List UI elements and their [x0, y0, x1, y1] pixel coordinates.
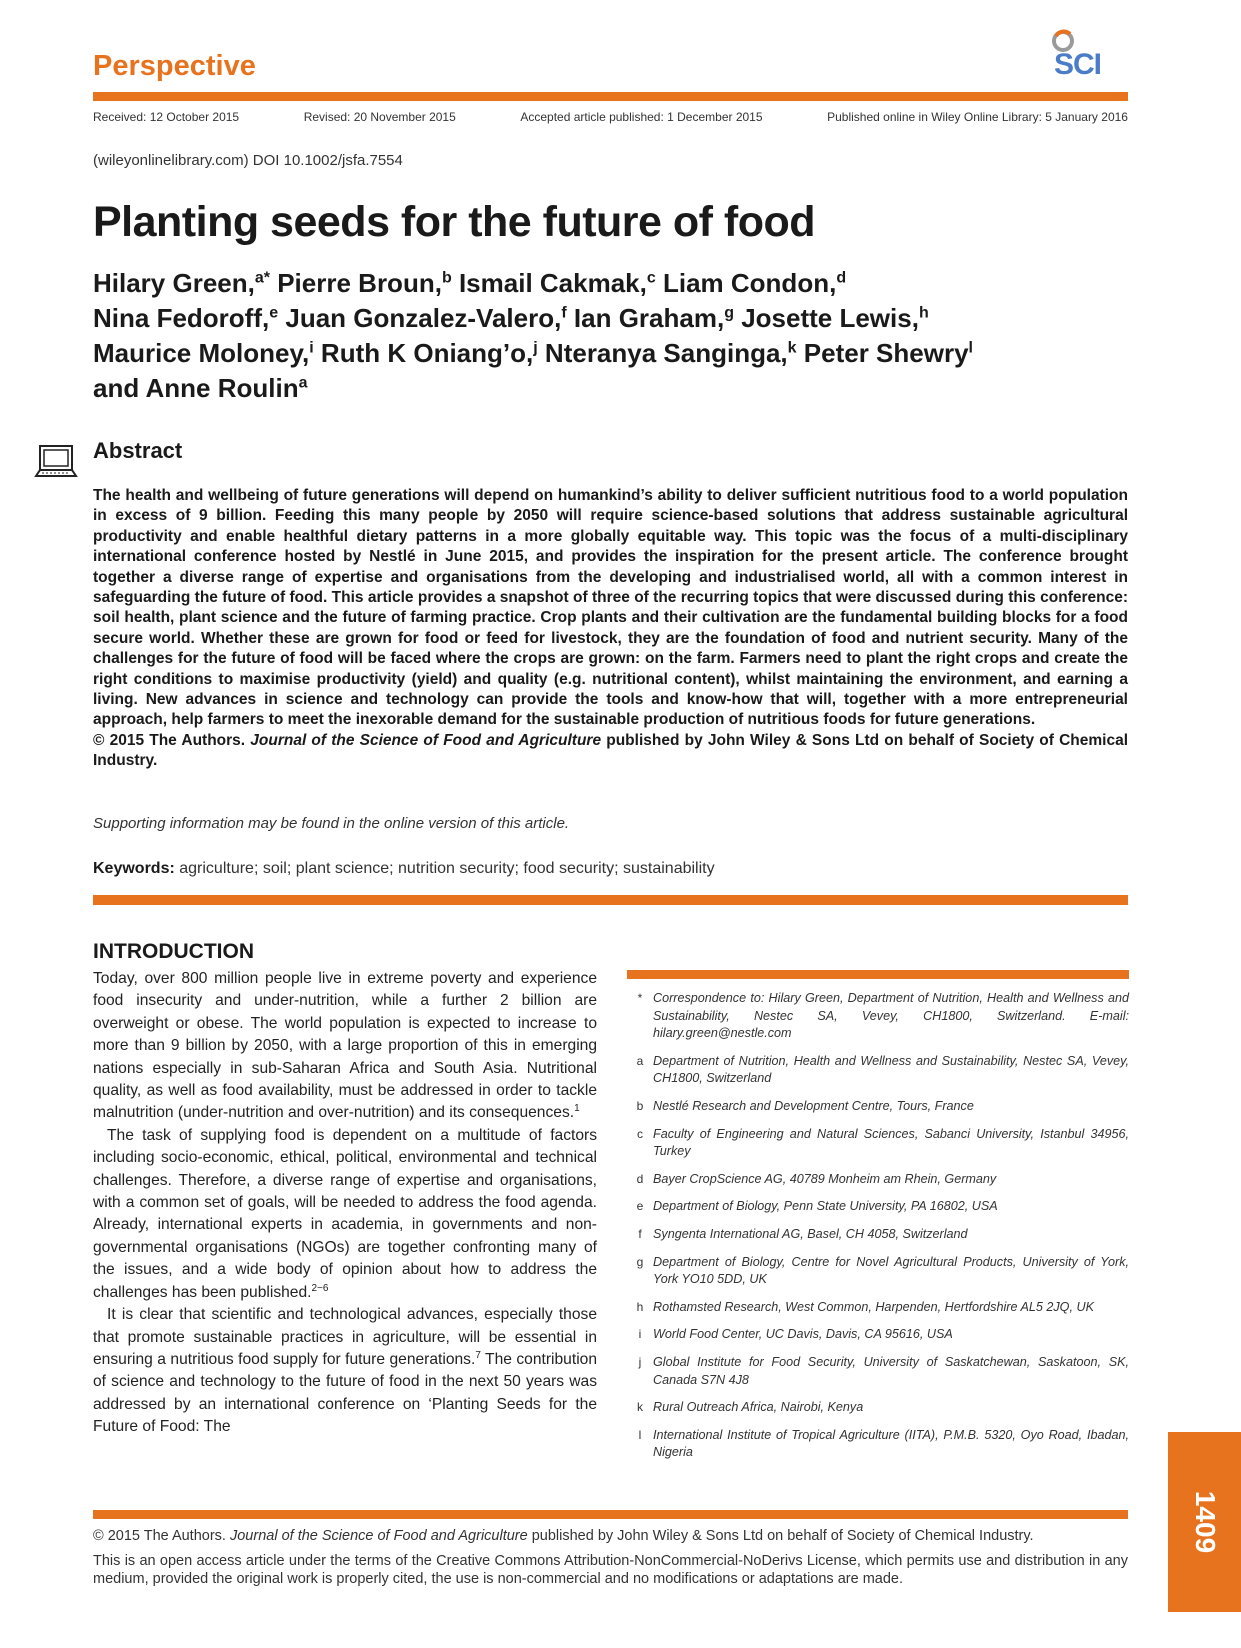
supporting-info-note: Supporting information may be found in the online version of this article. — [93, 815, 570, 832]
article-title: Planting seeds for the future of food — [93, 198, 816, 246]
introduction-body — [93, 968, 597, 1439]
author: Josette Lewis,$^h$ — [741, 303, 929, 333]
affiliation-item: f Syngenta International AG, Basel, CH 4058, Switzerland — [638, 1226, 968, 1241]
publication-dates — [93, 110, 1128, 124]
author: Pierre Broun,$^b$ — [277, 268, 452, 298]
affiliation-item: b Nestlé Research and Development Centre, Tours, France — [636, 1098, 974, 1113]
section-label: Perspective — [93, 50, 256, 82]
affiliation-item: c Faculty of Engineering and Natural Sciences, Sabanci University, Istanbul 34956, Turkey — [637, 1126, 1129, 1159]
affiliation-item: i World Food Center, UC Davis, Davis, CA 95616, USA — [638, 1327, 953, 1342]
affiliation-item: a Department of Nutrition, Health and Wellness and Sustainability, Nestec SA, Vevey, CH1800, Switzerland — [636, 1053, 1129, 1086]
author: Nteranya Sanginga,$^k$ — [544, 338, 797, 368]
affiliation-item: * Correspondence to: Hilary Green, Department of Nutrition, Health and Wellness and Sustainability, Nestec SA, Vevey, CH1800, Switzerland. E-mail: hilary.green@nestle.com — [637, 991, 1129, 1041]
affiliations-rule — [627, 970, 1129, 979]
abstract-text: The health and wellbeing of future generations will depend on humankind’s ability to deliver sufficient nutritious food to a world population in excess of 9 billion. Feeding this many people by 2050 will require science-based solutions that address sustainable agricultural productivity and enable healthful dietary patterns in a more globally equitable way. This topic was the focus of a multi-disciplinary international conference hosted by Nestlé in June 2015, and provides the inspiration for the present article. The conference brought together a diverse range of expertise and organisations from the developing and industrialised world, all with a common interest in safeguarding the future of food. This article provides a snapshot of three of the recurring topics that were discussed during this conference: soil health, plant science and the future of farming practice. Crop plants and their cultivation are the fundamental building blocks for a food secure world. Whether these are grown for food or feed for livestock, they are the foundation of food and nutrient security. Many of the challenges for the future of food will be faced where the crops are grown: on the farm. Farmers need to plant the right crops and create the right conditions to maximise productivity (yield) and quality (e.g. nutritional content), whilst maintaining the environment, and earning a living. New advances in science and technology can provide the tools and know-how that will, together with a more entrepreneurial approach, help farmers to meet the inexorable demand for the sustainable production of nutritious foods for future generations. — [93, 487, 1128, 729]
page-number: 1409 — [1189, 1490, 1221, 1554]
author: Hilary Green,$^{a*}$ — [93, 268, 270, 298]
affiliation-item: h Rothamsted Research, West Common, Harpenden, Hertfordshire AL5 2JQ, UK — [636, 1299, 1094, 1314]
abstract-body — [93, 486, 1128, 772]
top-rule — [93, 92, 1128, 101]
footer-license: This is an open access article under the terms of the Creative Commons Attribution-NonCommercial-NoDerivs License, which permits use and distribution in any medium, provided the original work is properly cited, the use is non-commercial and no modifications or adaptations are made. — [93, 1553, 1128, 1587]
citation[interactable]: 1 — [574, 1103, 580, 1115]
doi[interactable]: (wileyonlinelibrary.com) DOI 10.1002/jsfa.7554 — [93, 152, 403, 169]
author: and Anne Roulin$^a$ — [93, 373, 308, 403]
introduction-heading: INTRODUCTION — [93, 940, 254, 963]
author: Maurice Moloney,$^i$ — [93, 338, 314, 368]
abstract-heading: Abstract — [93, 438, 183, 463]
sci-logo-text: SCI — [1054, 48, 1102, 81]
author: Nina Fedoroff,$^e$ — [93, 303, 279, 333]
affiliation-item: d Bayer CropScience AG, 40789 Monheim am Rhein, Germany — [636, 1171, 997, 1186]
affiliation-item: e Department of Biology, Penn State University, PA 16802, USA — [636, 1199, 998, 1214]
author: Ruth K Oniang’o,$^j$ — [320, 338, 538, 368]
footer-copyright: © 2015 The Authors. Journal of the Science of Food and Agriculture published by John Wiley & Sons Ltd on behalf of Society of Chemical Industry. — [93, 1528, 1034, 1544]
affiliation-item: k Rural Outreach Africa, Nairobi, Kenya — [637, 1400, 864, 1415]
received-date: Received: 12 October 2015 — [93, 110, 240, 124]
author: Juan Gonzalez-Valero,$^f$ — [285, 303, 567, 333]
page-number-tab — [1168, 1432, 1241, 1612]
accepted-date: Accepted article published: 1 December 2015 — [520, 110, 763, 124]
author: Ian Graham,$^g$ — [573, 303, 734, 333]
author: Peter Shewry$^l$ — [803, 338, 973, 368]
affiliation-item: l International Institute of Tropical Agriculture (IITA), P.M.B. 5320, Oyo Road, Ibadan, Nigeria — [638, 1427, 1129, 1460]
keywords-label: Keywords: — [93, 860, 175, 877]
sci-logo — [1048, 28, 1128, 86]
author-list — [93, 266, 1143, 406]
affiliations-list — [627, 990, 1129, 1472]
paragraph: Today, over 800 million people live in extreme poverty and experience food insecurity and under-nutrition, while a further 2 billion are overweight or obese. The world population is expected to increase to more than 9 billion by 2050, with a large proportion of this in emerging nations especially in sub-Saharan Africa and South Asia. Nutritional quality, as well as food availability, must be addressed in order to tackle malnutrition (under-nutrition and over-nutrition) and its consequences.$^1$ — [93, 970, 597, 1122]
affiliation-item: j Global Institute for Food Security, University of Saskatchewan, Saskatoon, SK, Canada S7N 4J8 — [638, 1354, 1129, 1387]
revised-date: Revised: 20 November 2015 — [303, 110, 456, 124]
published-date: Published online in Wiley Online Library: 5 January 2016 — [827, 110, 1128, 124]
citation[interactable]: 2−6 — [311, 1282, 329, 1294]
citation[interactable]: 7 — [475, 1349, 481, 1361]
affiliation-item: g Department of Biology, Centre for Novel Agricultural Products, University of York, York YO10 5DD, UK — [636, 1254, 1129, 1287]
paragraph: The task of supplying food is dependent on a multitude of factors including socio-economic, ethical, political, environmental and technical challenges. Therefore, a diverse range of expertise and organisations, with a common set of goals, will be needed to address the food agenda. Already, international experts in academia, in governments and non-governmental organisations (NGOs) are together confronting many of the issues, and a wide body of opinion about how to address the challenges has been published.$^{2-6}$ — [93, 1126, 597, 1301]
laptop-icon — [34, 444, 78, 482]
abstract-copyright: © 2015 The Authors. Journal of the Science of Food and Agriculture published by John Wiley & Sons Ltd on behalf of Society of Chemical Industry. — [93, 731, 1128, 770]
keywords-text: agriculture; soil; plant science; nutrition security; food security; sustainability — [174, 860, 715, 877]
section-rule — [93, 895, 1128, 905]
author: Ismail Cakmak,$^c$ — [458, 268, 656, 298]
keywords — [93, 860, 715, 878]
paragraph: It is clear that scientific and technological advances, especially those that promote sustainable practices in agriculture, will be essential in ensuring a nutritious food supply for future generations.$^7$ The contribution of science and technology to the future of food in the next 50 years was addressed by an international conference on ‘Planting Seeds for the Future of Food: The — [93, 1306, 598, 1436]
footer-rule — [93, 1510, 1128, 1519]
author: Liam Condon,$^d$ — [662, 268, 847, 298]
